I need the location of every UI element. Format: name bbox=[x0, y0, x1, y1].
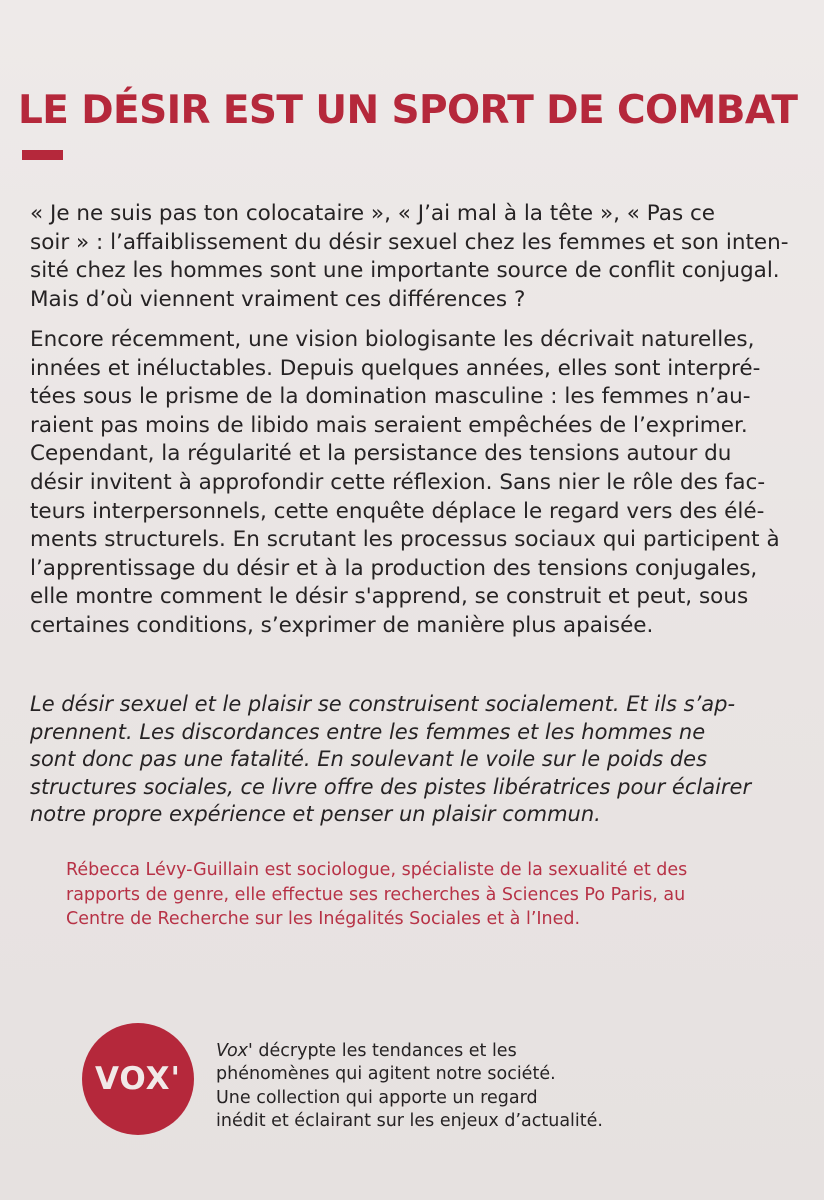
text-line: rapports de genre, elle effectue ses recherches à Sciences Po Paris, au bbox=[66, 884, 686, 905]
text-line: ments structurels. En scrutant les processus sociaux qui participent à bbox=[30, 527, 780, 553]
collection-first-line: décrypte les tendances et les bbox=[252, 1041, 517, 1061]
text-line: certaines conditions, s’exprimer de manière plus apaisée. bbox=[30, 612, 654, 638]
text-line: elle montre comment le désir s'apprend, se construit et peut, sous bbox=[30, 584, 749, 610]
text-line: raient pas moins de libido mais seraient empêchées de l’exprimer. bbox=[30, 412, 748, 438]
text-line: sont donc pas une fatalité. En soulevant le voile sur le poids des bbox=[30, 747, 708, 772]
collection-description bbox=[216, 1040, 603, 1134]
logo-text: VOX' bbox=[94, 1061, 182, 1097]
title-underline-bar bbox=[22, 150, 63, 160]
text-line: phénomènes qui agitent notre société. bbox=[216, 1064, 556, 1085]
text-line: innées et inéluctables. Depuis quelques années, elles sont interpré- bbox=[30, 355, 761, 381]
text-line bbox=[216, 1040, 603, 1063]
text-line: Cependant, la régularité et la persistance des tensions autour du bbox=[30, 441, 732, 467]
vox-logo bbox=[82, 1023, 194, 1135]
text-line: l’apprentissage du désir et à la production des tensions conjugales, bbox=[30, 555, 758, 581]
author-bio bbox=[66, 858, 687, 932]
text-line: « Je ne suis pas ton colocataire », « J’ai mal à la tête », « Pas ce bbox=[30, 201, 716, 226]
text-line: teurs interpersonnels, cette enquête déplace le regard vers des élé- bbox=[30, 498, 765, 524]
body-paragraph bbox=[30, 326, 780, 641]
text-line: inédit et éclairant sur les enjeux d’actualité. bbox=[216, 1111, 603, 1132]
text-line: tées sous le prisme de la domination masculine : les femmes n’au- bbox=[30, 384, 751, 410]
text-line: prennent. Les discordances entre les femmes et les hommes ne bbox=[30, 719, 706, 744]
text-line: sité chez les hommes sont une importante source de conflit conjugal. bbox=[30, 258, 780, 284]
text-line: Une collection qui apporte un regard bbox=[216, 1087, 538, 1108]
text-line: Mais d’où viennent vraiment ces différences ? bbox=[30, 286, 526, 312]
text-line: notre propre expérience et penser un plaisir commun. bbox=[30, 802, 601, 827]
text-line: structures sociales, ce livre offre des pistes libératrices pour éclairer bbox=[30, 774, 752, 799]
text-line: Centre de Recherche sur les Inégalités Sociales et à l’Ined. bbox=[66, 909, 581, 930]
text-line: désir invitent à approfondir cette réflexion. Sans nier le rôle des fac- bbox=[30, 469, 766, 495]
text-line: Rébecca Lévy-Guillain est sociologue, spécialiste de la sexualité et des bbox=[66, 860, 688, 880]
text-line: Le désir sexuel et le plaisir se construisent socialement. Et ils s’ap- bbox=[30, 692, 736, 716]
intro-paragraph bbox=[30, 200, 789, 314]
collection-brand: Vox' bbox=[216, 1041, 253, 1061]
text-line: Encore récemment, une vision biologisante les décrivait naturelles, bbox=[30, 327, 755, 352]
italic-summary bbox=[30, 691, 751, 829]
text-line: soir » : l’affaiblissement du désir sexuel chez les femmes et son inten- bbox=[30, 229, 789, 255]
book-title: LE DÉSIR EST UN SPORT DE COMBAT bbox=[18, 88, 798, 133]
